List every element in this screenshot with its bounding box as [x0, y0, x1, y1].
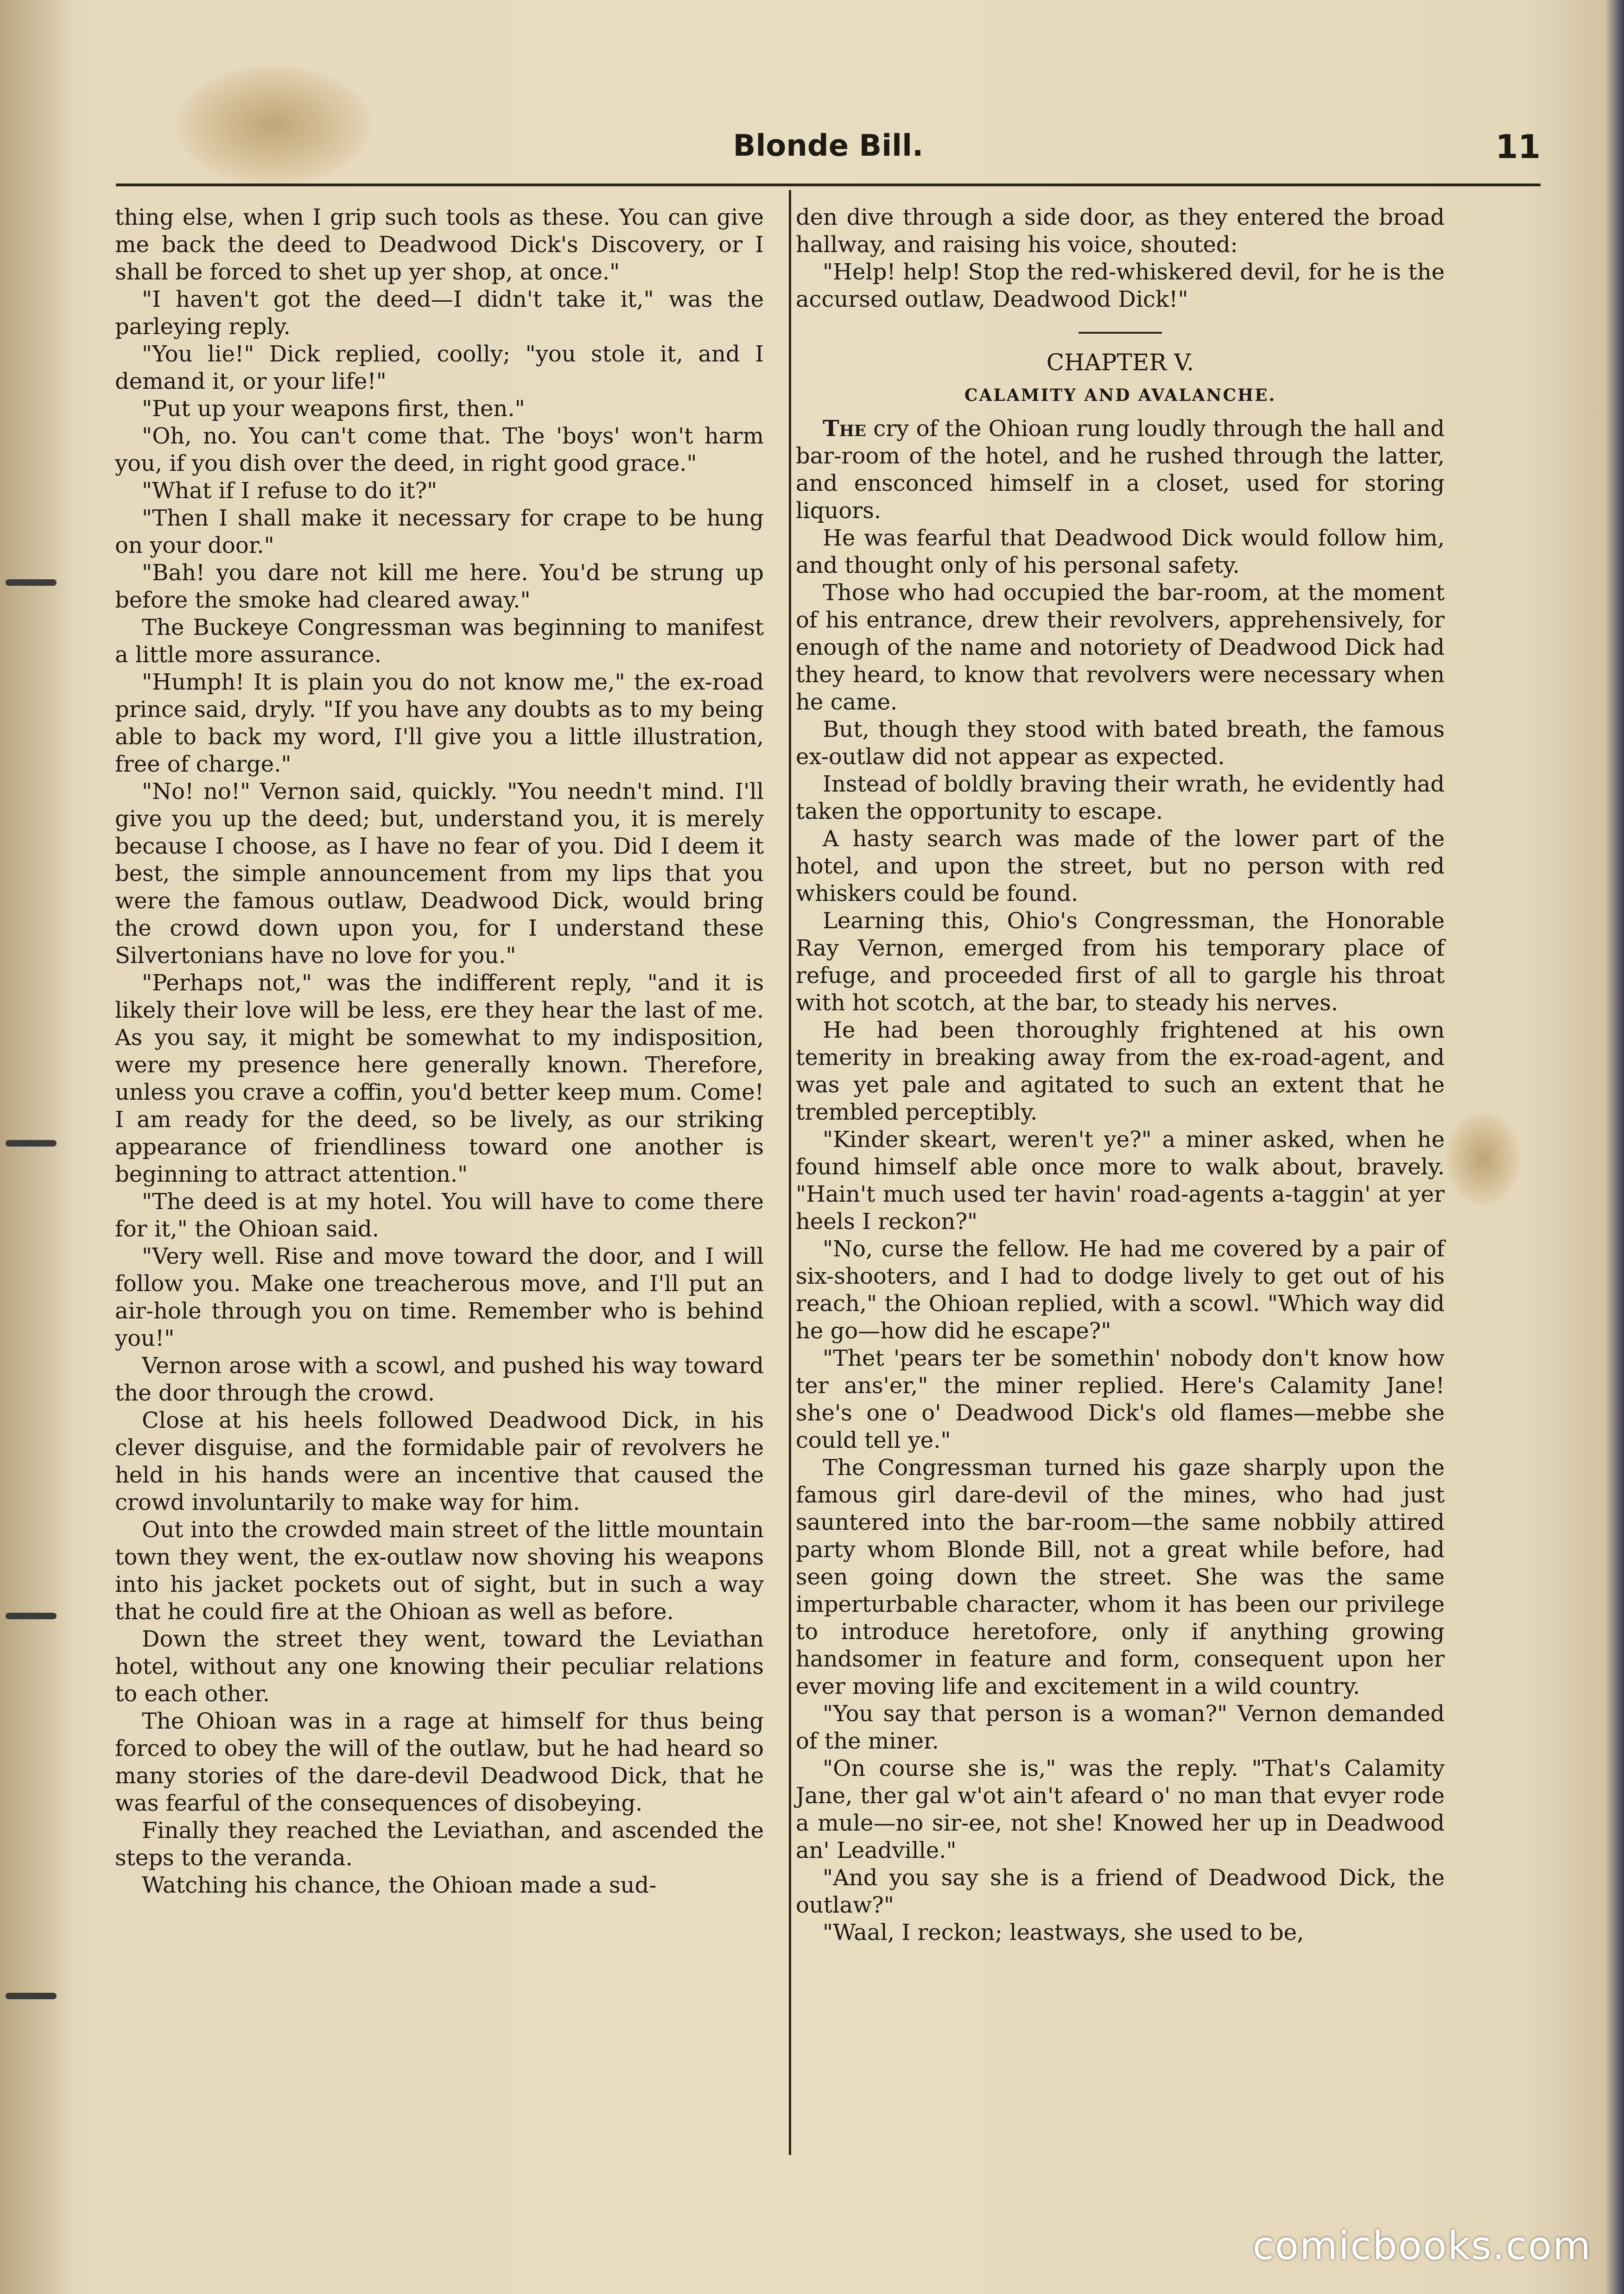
paragraph: Close at his heels followed Deadwood Dick, in his clever disguise, and the formidable pair of revolvers he held in his hands were an incentive that caused the crowd involuntarily to make way for him.	[115, 1407, 764, 1515]
paragraph: Watching his chance, the Ohioan made a sud-	[142, 1872, 657, 1898]
paragraph: den dive through a side door, as they entered the broad hallway, and raising his voice, shouted:	[796, 204, 1445, 258]
staple	[6, 1613, 57, 1619]
paragraph: "No! no!" Vernon said, quickly. "You needn't mind. I'll give you up the deed; but, understand you, it is merely because I choose, as I have no fear of you. Did I deem it best, the simple announcement from my lips that you were the famous outlaw, Deadwood Dick, would bring the crowd down upon you, for I understand these Silvertonians have no love for you."	[115, 779, 764, 969]
paragraph: "Put up your weapons first, then."	[142, 396, 525, 422]
chapter-subtitle: CALAMITY AND AVALANCHE.	[964, 386, 1276, 405]
page-edge-shadow	[1605, 0, 1624, 2294]
paragraph: "Humph! It is plain you do not know me," the ex-road prince said, dryly. "If you have any doubts as to my being able to back my word, I'll give you a little illustration, free of charge."	[115, 669, 764, 777]
paragraph: "You lie!" Dick replied, coolly; "you stole it, and I demand it, or your life!"	[115, 341, 764, 394]
paragraph: The Buckeye Congressman was beginning to manifest a little more assurance.	[115, 615, 764, 668]
column-divider	[789, 190, 791, 2155]
page-number: 11	[1495, 128, 1541, 166]
paragraph: "Perhaps not," was the indifferent reply, "and it is likely their love will be less, ere they hear the last of me. As you say, it might be somewhat to my indisposition, were my presence here generally known. Therefore, unless you crave a coffin, you'd better keep mum. Come! I am ready for the deed, so be lively, as our striking appearance of friendliness toward one another is beginning to attract attention."	[115, 970, 764, 1187]
header-rule	[116, 184, 1541, 186]
chapter-divider	[1078, 332, 1162, 334]
paragraph: The Ohioan was in a rage at himself for thus being forced to obey the will of the outlaw, but he had heard so many stories of the dare-devil Deadwood Dick, that he was fearful of the consequences of disobeying.	[115, 1708, 764, 1816]
paper-stain	[1446, 1112, 1520, 1205]
paragraph: "Thet 'pears ter be somethin' nobody don't know how ter ans'er," the miner replied. Here's Calamity Jane! she's one o' Deadwood Dick's old flames—mebbe she could tell ye."	[796, 1345, 1445, 1453]
paragraph: "Bah! you dare not kill me here. You'd be strung up before the smoke had cleared away."	[115, 560, 764, 613]
paragraph: Down the street they went, toward the Leviathan hotel, without any one knowing their peculiar relations to each other.	[115, 1626, 764, 1707]
chapter-opening-paragraph	[796, 415, 1445, 525]
right-column	[796, 204, 1445, 1946]
paragraph: He was fearful that Deadwood Dick would follow him, and thought only of his personal safety.	[796, 525, 1445, 578]
paragraph: thing else, when I grip such tools as these. You can give me back the deed to Deadwood Dick's Discovery, or I shall be forced to shet up yer shop, at once."	[115, 204, 764, 285]
paragraph: "Kinder skeart, weren't ye?" a miner asked, when he found himself able once more to walk about, bravely. "Hain't much used ter havin' road-agents a-taggin' at yer heels I reckon?"	[796, 1127, 1445, 1235]
paragraph: "On course she is," was the reply. "That's Calamity Jane, ther gal w'ot ain't afeard o' no man that evyer rode a mule—no sir-ee, not she! Knowed her up in Deadwood an' Leadville."	[796, 1755, 1445, 1863]
paragraph: "Oh, no. You can't come that. The 'boys' won't harm you, if you dish over the deed, in right good grace."	[115, 423, 764, 476]
paragraph: "No, curse the fellow. He had me covered by a pair of six-shooters, and I had to dodge lively to get out of his reach," the Ohioan replied, with a scowl. "Which way did he go—how did he escape?"	[796, 1236, 1445, 1344]
paragraph: The Congressman turned his gaze sharply upon the famous girl dare-devil of the mines, who had just sauntered into the bar-room—the same nobbily attired party whom Blonde Bill, not a great while before, had seen going down the street. She was the same imperturbable character, whom it has been our privilege to introduce heretofore, only if anything growing handsomer in feature and form, consequent upon her ever moving life and excitement in a wild country.	[796, 1455, 1445, 1699]
chapter-title: CHAPTER V.	[1046, 349, 1194, 376]
watermark: comicbooks.com	[1252, 2223, 1592, 2269]
chapter-lead-text: cry of the Ohioan rung loudly through the hall and bar-room of the hotel, and he rushed through the latter, and ensconced himself in a closet, used for storing liquors.	[796, 416, 1445, 524]
staple	[6, 579, 57, 586]
left-column	[115, 204, 764, 1899]
paragraph: "The deed is at my hotel. You will have to come there for it," the Ohioan said.	[115, 1189, 764, 1242]
binding-spine	[0, 0, 70, 2294]
paragraph: "Help! help! Stop the red-whiskered devil, for he is the accursed outlaw, Deadwood Dick!"	[796, 259, 1445, 312]
paragraph: "What if I refuse to do it?"	[142, 478, 438, 504]
paragraph: A hasty search was made of the lower part of the hotel, and upon the street, but no person with red whiskers could be found.	[796, 826, 1445, 906]
right-column-bottom-text	[796, 525, 1445, 1946]
paragraph: "I haven't got the deed—I didn't take it," was the parleying reply.	[115, 286, 764, 340]
paragraph: Learning this, Ohio's Congressman, the Honorable Ray Vernon, emerged from his temporary place of refuge, and proceeded first of all to gargle his throat with hot scotch, at the bar, to steady his nerves.	[796, 908, 1445, 1016]
chapter-lead-word: The	[823, 416, 866, 442]
paragraph: Out into the crowded main street of the little mountain town they went, the ex-outlaw now shoving his weapons into his jacket pockets out of sight, but in such a way that he could fire at the Ohioan as well as before.	[115, 1517, 764, 1625]
paragraph: Those who had occupied the bar-room, at the moment of his entrance, drew their revolvers, apprehensively, for enough of the name and notoriety of Deadwood Dick had they heard, to know that revolvers were necessary when he came.	[796, 580, 1445, 715]
paragraph: He had been thoroughly frightened at his own temerity in breaking away from the ex-road-agent, and was yet pale and agitated to such an extent that he trembled perceptibly.	[796, 1017, 1445, 1125]
paragraph: "You say that person is a woman?" Vernon demanded of the miner.	[796, 1701, 1445, 1754]
running-title: Blonde Bill.	[733, 129, 924, 163]
paragraph: Vernon arose with a scowl, and pushed his way toward the door through the crowd.	[115, 1353, 764, 1406]
paragraph: But, though they stood with bated breath, the famous ex-outlaw did not appear as expected.	[796, 716, 1445, 770]
paragraph: "And you say she is a friend of Deadwood Dick, the outlaw?"	[796, 1865, 1445, 1918]
staple	[6, 1140, 57, 1147]
paragraph: "Then I shall make it necessary for crape to be hung on your door."	[115, 505, 764, 558]
paragraph: "Very well. Rise and move toward the door, and I will follow you. Make one treacherous move, and I'll put an air-hole through you on time. Remember who is behind you!"	[115, 1243, 764, 1351]
paragraph: Finally they reached the Leviathan, and ascended the steps to the veranda.	[115, 1818, 764, 1871]
right-column-top-text	[796, 204, 1445, 313]
running-header	[116, 124, 1541, 175]
paragraph: Instead of boldly braving their wrath, he evidently had taken the opportunity to escape.	[796, 771, 1445, 824]
staple	[6, 1993, 57, 1999]
paragraph: "Waal, I reckon; leastways, she used to be,	[823, 1920, 1304, 1945]
